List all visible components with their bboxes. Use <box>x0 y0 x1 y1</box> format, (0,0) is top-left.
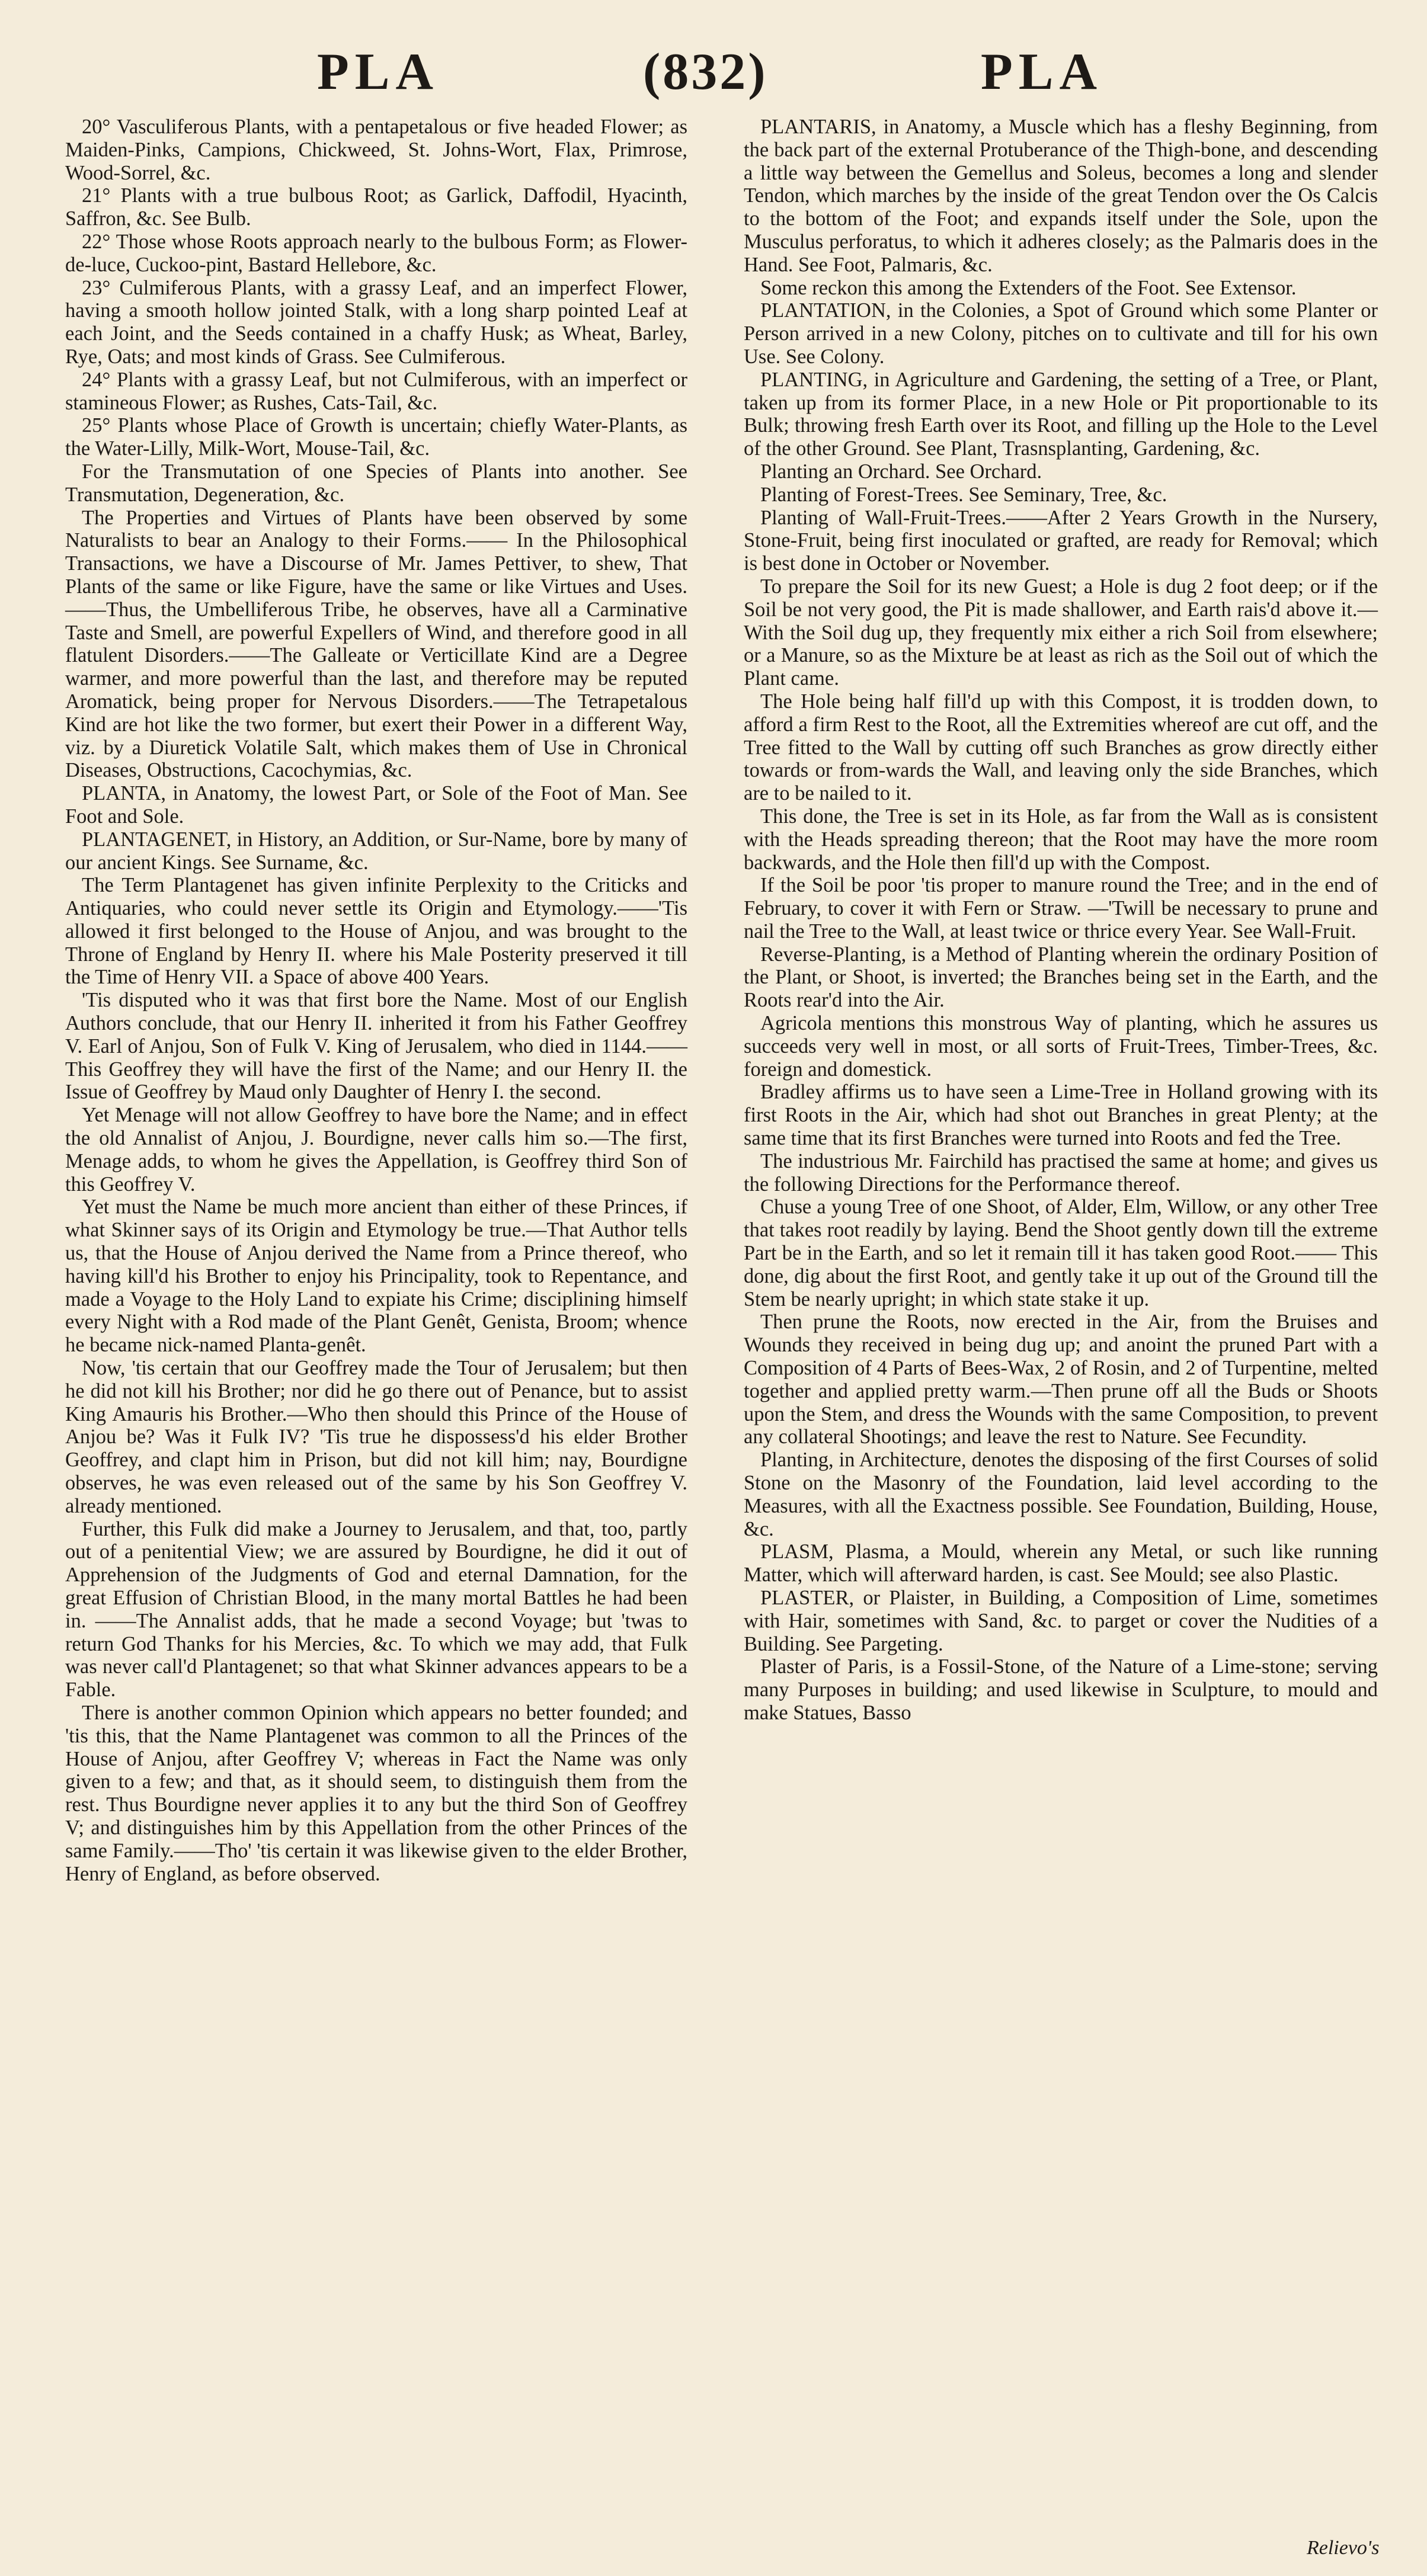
paragraph: 24° Plants with a grassy Leaf, but not Culmiferous, with an imperfect or stamineous Flower; as Rushes, Cats-Tail, &c. <box>65 368 687 414</box>
entry-plaster: PLASTER, or Plaister, in Building, a Composition of Lime, sometimes with Hair, sometimes with Sand, &c. to parget or cover the Nudities of a Building. See Pargeting. <box>744 1587 1378 1655</box>
paragraph: 22° Those whose Roots approach nearly to the bulbous Form; as Flower-de-luce, Cuckoo-pint, Bastard Hellebore, &c. <box>65 230 687 276</box>
paragraph: Further, this Fulk did make a Journey to Jerusalem, and that, too, partly out of a penitential View; we are assured by Bourdigne, he did it out of Apprehension of the Judgments of God and eternal Damnation, for the great Effusion of Christian Blood, in the many mortal Battles he had been in. ——The Annalist adds, that he made a second Voyage; but 'twas to return God Thanks for his Mercies, &c. To which we may add, that Fulk was never call'd Plantagenet; so that what Skinner advances appears to be a Fable. <box>65 1517 687 1702</box>
entry-plantagenet: PLANTAGENET, in History, an Addition, or Sur-Name, bore by many of our ancient Kings. See Surname, &c. <box>65 828 687 874</box>
paragraph: 'Tis disputed who it was that first bore the Name. Most of our English Authors conclude, that our Henry II. inherited it from his Father Geoffrey V. Earl of Anjou, Son of Fulk V. King of Jerusalem, who died in 1144.——This Geoffrey they will have the first of the Name; and our Henry II. the Issue of Geoffrey by Maud only Daughter of Henry I. the second. <box>65 989 687 1104</box>
running-head-right: PLA <box>981 43 1103 101</box>
paragraph: The Term Plantagenet has given infinite Perplexity to the Criticks and Antiquaries, who could never settle its Origin and Etymology.——'Tis allowed it first belonged to the House of Anjou, and was brought to the Throne of England by Henry II. where his Male Posterity preserved it till the Time of Henry VII. a Space of above 400 Years. <box>65 874 687 989</box>
entry-planting: PLANTING, in Agriculture and Gardening, the setting of a Tree, or Plant, taken up from its former Place, in a new Hole or Pit proportionable to its Bulk; throwing fresh Earth over its Root, and filling up the Hole to the Level of the other Ground. See Plant, Trasnsplanting, Gardening, &c. <box>744 368 1378 460</box>
paragraph: Plaster of Paris, is a Fossil-Stone, of the Nature of a Lime-stone; serving many Purposes in building; and used likewise in Sculpture, to mould and make Statues, Basso <box>744 1655 1378 1724</box>
catchword: Relievo's <box>1307 2537 1380 2559</box>
entry-planta: PLANTA, in Anatomy, the lowest Part, or Sole of the Foot of Man. See Foot and Sole. <box>65 782 687 828</box>
paragraph: 23° Culmiferous Plants, with a grassy Leaf, and an imperfect Flower, having a smooth hollow jointed Stalk, with a long sharp pointed Leaf at each Joint, and the Seeds contained in a chaffy Husk; as Wheat, Barley, Rye, Oats; and most kinds of Grass. See Culmiferous. <box>65 276 687 368</box>
paragraph: Planting an Orchard. See Orchard. <box>760 460 1042 483</box>
paragraph: For the Transmutation of one Species of Plants into another. See Transmutation, Degeneration, &c. <box>65 460 687 506</box>
paragraph: If the Soil be poor 'tis proper to manure round the Tree; and in the end of February, to cover it with Fern or Straw. —'Twill be necessary to prune and nail the Tree to the Wall, at least twice or thrice every Year. See Wall-Fruit. <box>744 874 1378 943</box>
paragraph: Some reckon this among the Extenders of the Foot. See Extensor. <box>760 276 1297 299</box>
paragraph: Planting, in Architecture, denotes the disposing of the first Courses of solid Stone on the Masonry of the Foundation, laid level according to the Measures, with all the Exactness possible. See Foundation, Building, House, &c. <box>744 1449 1378 1540</box>
paragraph: Planting of Forest-Trees. See Seminary, Tree, &c. <box>760 483 1167 506</box>
paragraph: The Properties and Virtues of Plants have been observed by some Naturalists to bear an Analogy to their Forms.—— In the Philosophical Transactions, we have a Discourse of Mr. James Pettiver, to shew, That Plants of the same or like Figure, have the same or like Virtues and Uses.——Thus, the Umbelliferous Tribe, he observes, have all a Carminative Taste and Smell, are powerful Expellers of Wind, and therefore good in all flatulent Disorders.——The Galleate or Verticillate Kind are a Degree warmer, and more powerful than the last, and therefore may be reputed Aromatick, being proper for Nervous Disorders.——The Tetrapetalous Kind are hot like the two former, but exert their Power in a different Way, viz. by a Diuretick Volatile Salt, which makes them of Use in Chronical Diseases, Obstructions, Cacochymias, &c. <box>65 506 687 782</box>
paragraph: 21° Plants with a true bulbous Root; as Garlick, Daffodil, Hyacinth, Saffron, &c. See Bulb. <box>65 184 687 230</box>
entry-plantaris: PLANTARIS, in Anatomy, a Muscle which has a fleshy Beginning, from the back part of the external Protuberance of the Thigh-bone, and descending a little way between the Gemellus and Soleus, becomes a long and slender Tendon, which marches by the inside of the great Tendon over the Os Calcis to the bottom of the Foot; and expands itself under the Sole, upon the Musculus perforatus, to which it adheres closely; as the Palmaris does in the Hand. See Foot, Palmaris, &c. <box>744 116 1378 276</box>
left-column <box>65 116 687 1885</box>
paragraph: 20° Vasculiferous Plants, with a pentapetalous or five headed Flower; as Maiden-Pinks, Campions, Chickweed, St. Johns-Wort, Flax, Primrose, Wood-Sorrel, &c. <box>65 116 687 184</box>
paragraph: Agricola mentions this monstrous Way of planting, which he assures us succeeds very well in most, or all sorts of Fruit-Trees, Timber-Trees, &c. foreign and domestick. <box>744 1012 1378 1081</box>
paragraph: Yet Menage will not allow Geoffrey to have bore the Name; and in effect the old Annalist of Anjou, J. Bourdigne, never calls him so.—The first, Menage adds, to whom he gives the Appellation, is Geoffrey third Son of this Geoffrey V. <box>65 1104 687 1196</box>
paragraph: The Hole being half fill'd up with this Compost, it is trodden down, to afford a firm Rest to the Root, all the Extremities whereof are cut off, and the Tree fitted to the Wall by cutting off such Branches as grow directly either towards or from-wards the Wall, and leaving only the side Branches, which are to be nailed to it. <box>744 690 1378 805</box>
paragraph: Then prune the Roots, now erected in the Air, from the Bruises and Wounds they received in being dug up; and anoint the pruned Part with a Composition of 4 Parts of Bees-Wax, 2 of Rosin, and 2 of Turpentine, melted together and applied pretty warm.—Then prune off all the Buds or Shoots upon the Stem, and dress the Wounds with the same Composition, to prevent any collateral Shootings; and leave the rest to Nature. See Fecundity. <box>744 1311 1378 1449</box>
paragraph: 25° Plants whose Place of Growth is uncertain; chiefly Water-Plants, as the Water-Lilly, Milk-Wort, Mouse-Tail, &c. <box>65 414 687 460</box>
paragraph: There is another common Opinion which appears no better founded; and 'tis this, that the Name Plantagenet was common to all the Princes of the House of Anjou, after Geoffrey V; whereas in Fact the Name was only given to a few; and that, as it should seem, to distinguish them from the rest. Thus Bourdigne never applies it to any but the third Son of Geoffrey V; and distinguishes him by this Appellation from the other Princes of the same Family.——Tho' 'tis certain it was likewise given to the elder Brother, Henry of England, as before observed. <box>65 1701 687 1885</box>
paragraph: The industrious Mr. Fairchild has practised the same at home; and gives us the following Directions for the Performance thereof. <box>744 1149 1378 1196</box>
paragraph: Chuse a young Tree of one Shoot, of Alder, Elm, Willow, or any other Tree that takes root readily by laying. Bend the Shoot gently down till the extreme Part be in the Earth, and so let it remain till it has taken good Root.—— This done, dig about the first Root, and gently take it up out of the Ground till the Stem be nearly upright; in which state stake it up. <box>744 1196 1378 1311</box>
entry-plantation: PLANTATION, in the Colonies, a Spot of Ground which some Planter or Person arrived in a new Colony, pitches on to cultivate and till for his own Use. See Colony. <box>744 299 1378 368</box>
page-number: (832) <box>643 43 768 101</box>
paragraph: Bradley affirms us to have seen a Lime-Tree in Holland growing with its first Roots in the Air, which had shot out Branches in great Plenty; at the same time that its first Branches were turned into Roots and fed the Tree. <box>744 1081 1378 1150</box>
paragraph: Reverse-Planting, is a Method of Planting wherein the ordinary Position of the Plant, or Shoot, is inverted; the Branches being set in the Earth, and the Roots rear'd into the Air. <box>744 943 1378 1012</box>
paragraph: This done, the Tree is set in its Hole, as far from the Wall as is consistent with the Heads spreading thereon; that the Root may have the more room backwards, and the Hole then fill'd up with the Compost. <box>744 805 1378 874</box>
paragraph: Planting of Wall-Fruit-Trees.——After 2 Years Growth in the Nursery, Stone-Fruit, being first inoculated or grafted, are ready for Removal; which is best done in October or November. <box>744 506 1378 575</box>
paragraph: Yet must the Name be much more ancient than either of these Princes, if what Skinner says of its Origin and Etymology be true.—That Author tells us, that the House of Anjou derived the Name from a Prince thereof, who having kill'd his Brother to enjoy his Principality, took to Repentance, and made a Voyage to the Holy Land to expiate his Crime; disciplining himself every Night with a Rod made of the Plant Genêt, Genista, Broom; whence he became nick-named Planta-genêt. <box>65 1196 687 1357</box>
right-column <box>744 116 1378 1725</box>
paragraph: To prepare the Soil for its new Guest; a Hole is dug 2 foot deep; or if the Soil be not very good, the Pit is made shallower, and Earth rais'd above it.—With the Soil dug up, they frequently mix either a rich Soil from elsewhere; or a Manure, so as the Mixture be at least as rich as the Soil out of which the Plant came. <box>744 575 1378 690</box>
running-head-left: PLA <box>317 43 439 101</box>
entry-plasm: PLASM, Plasma, a Mould, wherein any Metal, or such like running Matter, which will afterward harden, is cast. See Mould; see also Plastic. <box>744 1540 1378 1587</box>
paragraph: Now, 'tis certain that our Geoffrey made the Tour of Jerusalem; but then he did not kill his Brother; nor did he go there out of Penance, but to assist King Amauris his Brother.—Who then should this Prince of the House of Anjou be? Was it Fulk IV? 'Tis true he dispossess'd his elder Brother Geoffrey, and clapt him in Prison, but did not kill him; nay, Bourdigne observes, he was even released out of the same by his Son Geoffrey V. already mentioned. <box>65 1357 687 1517</box>
